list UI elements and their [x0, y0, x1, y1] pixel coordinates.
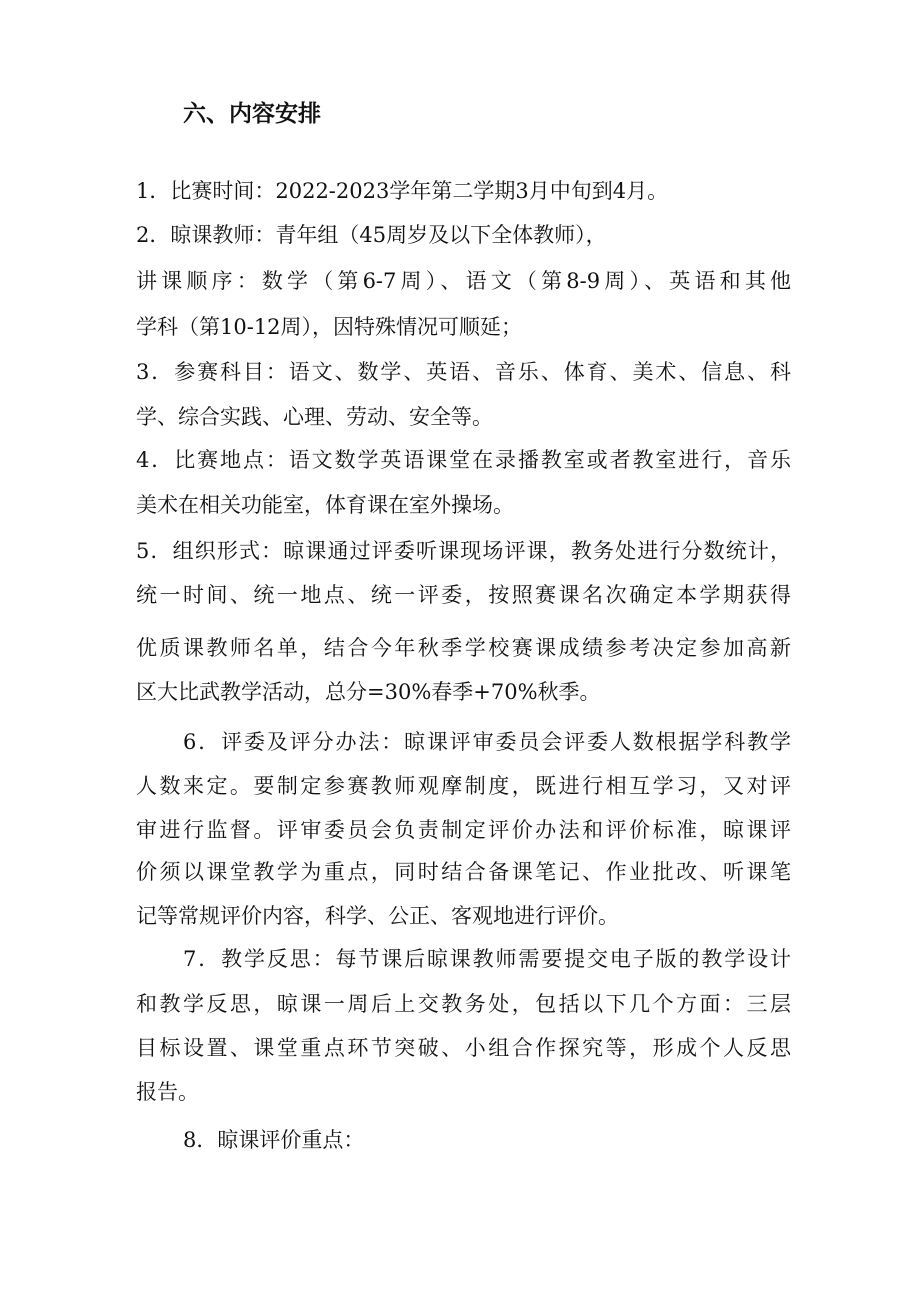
item-3-line-1: 3．参赛科目：语文、数学、英语、音乐、体育、美术、信息、科 [136, 360, 791, 384]
item-2-line-1: 2．晾课教师：青年组（45周岁及以下全体教师）， [136, 223, 607, 247]
item-7-line-4: 报告。 [136, 1080, 199, 1104]
item-2-line-2: 讲课顺序：数学（第6-7周）、语文（第8-9周）、英语和其他 [136, 269, 791, 293]
item-5-line-4: 区大比武教学活动，总分=30%春季+70%秋季。 [136, 680, 601, 704]
item-8-line-1: 8．晾课评价重点： [183, 1128, 365, 1152]
item-6-line-5: 记等常规评价内容，科学、公正、客观地进行评价。 [136, 904, 619, 928]
item-6-line-4: 价须以课堂教学为重点，同时结合备课笔记、作业批改、听课笔 [136, 860, 791, 884]
item-7-line-1: 7．教学反思：每节课后晾课教师需要提交电子版的教学设计 [183, 947, 791, 971]
item-6-line-1: 6．评委及评分办法：晾课评审委员会评委人数根据学科教学 [183, 730, 791, 754]
item-1-line-1: 1．比赛时间：2022-2023学年第二学期3月中旬到4月。 [136, 179, 669, 203]
item-7-line-2: 和教学反思，晾课一周后上交教务处，包括以下几个方面：三层 [136, 992, 791, 1016]
item-5-line-2: 统一时间、统一地点、统一评委，按照赛课名次确定本学期获得 [136, 583, 791, 607]
item-6-line-3: 审进行监督。评审委员会负责制定评价办法和评价标准，晾课评 [136, 818, 791, 842]
item-5-line-1: 5．组织形式：晾课通过评委听课现场评课，教务处进行分数统计， [136, 539, 791, 563]
item-4-line-2: 美术在相关功能室，体育课在室外操场。 [136, 493, 514, 517]
item-5-line-3: 优质课教师名单，结合今年秋季学校赛课成绩参考决定参加高新 [136, 636, 791, 660]
item-4-line-1: 4．比赛地点：语文数学英语课堂在录播教室或者教室进行，音乐 [136, 448, 791, 472]
item-6-line-2: 人数来定。要制定参赛教师观摩制度，既进行相互学习，又对评 [136, 774, 791, 798]
item-7-line-3: 目标设置、课堂重点环节突破、小组合作探究等，形成个人反思 [136, 1036, 791, 1060]
section-heading: 六、内容安排 [183, 101, 321, 127]
item-3-line-2: 学、综合实践、心理、劳动、安全等。 [136, 405, 493, 429]
item-2-line-3: 学科（第10-12周），因特殊情况可顺延； [136, 315, 523, 339]
